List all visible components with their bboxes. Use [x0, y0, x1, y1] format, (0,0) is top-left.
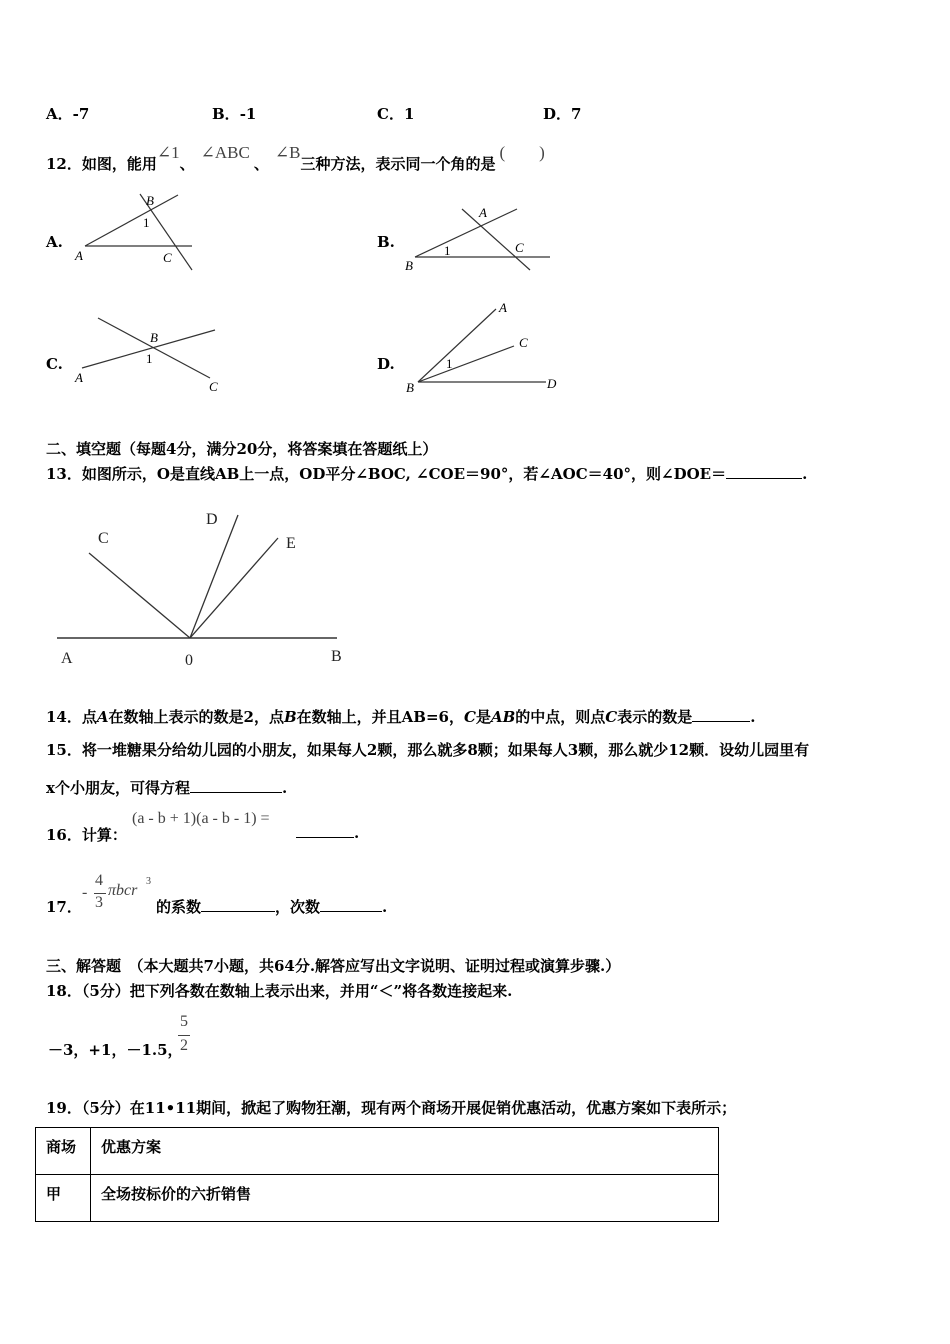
q16-expression: (a - b + 1)(a - b - 1) =: [132, 810, 270, 827]
q13-label-b: B: [331, 648, 342, 665]
table-header-cell: 优惠方案: [91, 1128, 719, 1175]
q16-label: 16．计算：: [46, 826, 127, 844]
q11-option-d: D．7: [543, 105, 582, 123]
q12-figure-b-letter: B.: [377, 233, 395, 251]
q12-question: 12．如图，能用∠1、∠ABC、∠B三种方法，表示同一个角的是( ): [46, 143, 545, 173]
section2-title: 二、填空题（每题4分，满分20分，将答案填在答题纸上）: [46, 440, 438, 458]
q15-line2: x个小朋友，可得方程 .: [46, 779, 288, 797]
fig-c-label-b: B: [150, 330, 158, 345]
q14-question: 14．点A在数轴上表示的数是2，点B在数轴上，并且AB=6，C是AB的中点，则点C表示的数是 .: [46, 708, 756, 726]
fig-a-label-c: C: [163, 250, 172, 265]
table-cell: 甲: [36, 1175, 91, 1222]
fig-d-label-d: D: [547, 376, 557, 391]
fig-b-label-a: A: [479, 205, 487, 220]
q12-figure-d: [400, 295, 570, 395]
fig-c-label-c: C: [209, 379, 218, 394]
q11-option-a: A．-7: [46, 105, 90, 123]
q11-option-c: C．1: [377, 105, 415, 123]
q13-label-e: E: [286, 535, 296, 552]
fig-b-label-c: C: [515, 240, 524, 255]
table-header-row: [36, 1128, 719, 1175]
q12-figure-d-letter: D.: [377, 355, 395, 373]
q12-figure-a: [70, 186, 200, 276]
q17-number: 17．: [46, 898, 82, 916]
q19-discount-table: [35, 1127, 719, 1222]
table-row: [36, 1175, 719, 1222]
q11-option-b: B．-1: [212, 105, 257, 123]
fig-a-label-b: B: [146, 193, 154, 208]
table-cell: 全场按标价的六折销售: [91, 1175, 719, 1222]
q18-question: 18．（5分）把下列各数在数轴上表示出来，并用“＜”将各数连接起来.: [46, 982, 513, 1000]
q13-figure: [45, 505, 355, 675]
fig-d-label-a: A: [499, 300, 507, 315]
fig-c-label-1: 1: [146, 351, 153, 366]
q13-label-o: 0: [185, 652, 193, 669]
q12-figure-c-letter: C.: [46, 355, 63, 373]
fig-b-label-b: B: [405, 258, 413, 273]
fig-d-label-1: 1: [446, 356, 453, 371]
q15-line1: 15．将一堆糖果分给幼儿园的小朋友，如果每人2颗，那么就多8颗；如果每人3颗，那么就少12颗．设幼儿园里有: [46, 741, 810, 759]
section3-title: 三、解答题 （本大题共7小题，共64分.解答应写出文字说明、证明过程或演算步骤.）: [46, 957, 621, 975]
fig-d-label-b: B: [406, 380, 414, 395]
fig-a-label-1: 1: [143, 215, 150, 230]
fig-c-label-a: A: [75, 370, 83, 385]
q13-label-d: D: [206, 511, 218, 528]
fig-a-label-a: A: [75, 248, 83, 263]
q17-text: 的系数 ，次数 .: [156, 898, 388, 916]
q12-figure-b: [400, 200, 560, 275]
q12-figure-a-letter: A.: [46, 233, 63, 251]
fig-b-label-1: 1: [444, 243, 451, 258]
q13-question: 13．如图所示，O是直线AB上一点，OD平分∠BOC, ∠COE＝90°，若∠AOC＝40°，则∠DOE＝ .: [46, 465, 808, 483]
fig-d-label-c: C: [519, 335, 528, 350]
q16-answer: .: [296, 824, 359, 842]
q13-label-a: A: [61, 650, 73, 667]
table-header-cell: 商场: [36, 1128, 91, 1175]
q13-label-c: C: [98, 530, 109, 547]
q19-question: 19．（5分）在11•11期间，掀起了购物狂潮，现有两个商场开展促销优惠活动，优惠方案如下表所示；: [46, 1099, 737, 1117]
q18-numbers: －3，+1，－1.5，: [48, 1041, 183, 1059]
q12-figure-c: [70, 310, 230, 400]
